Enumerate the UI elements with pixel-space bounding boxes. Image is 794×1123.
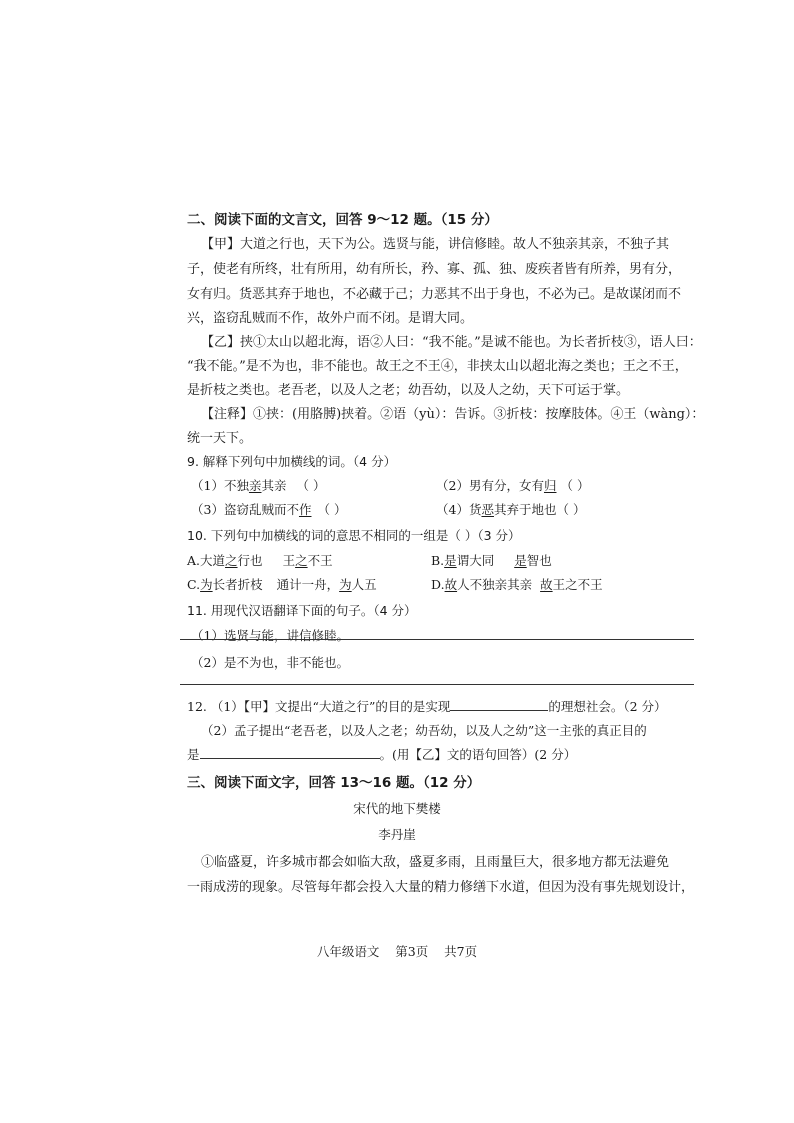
article-author: 李丹崖 (378, 827, 416, 842)
underlined-word: 恶 (481, 502, 494, 517)
fill-blank-2[interactable] (200, 746, 380, 759)
q10-option-c[interactable]: C.为长者折枝 通计一舟，为人五 (187, 577, 377, 592)
yi-line-3: 是折枝之类也。老吾老，以及人之老；幼吾幼，以及人之幼，天下可运于掌。 (187, 383, 630, 398)
jia-line-3: 女有归。货恶其弃于地也，不必藏于己；力恶其不出于身也，不必为己。是故谋闭而不 (187, 287, 682, 302)
underlined-word: 作 (298, 502, 312, 517)
notes-line-1: 【注释】①挟：(用胳膊)挟着。②语（yù）：告诉。③折枝：按摩肢体。④王（wàng）： (201, 407, 705, 422)
q11-sentence-2: （2）是不为也，非不能也。 (191, 655, 349, 670)
jia-line-2: 子，使老有所终，壮有所用，幼有所长，矜、寡、孤、独、废疾者皆有所养，男有分， (187, 262, 682, 277)
page-footer: 八年级语文 第3页 共7页 (316, 944, 478, 959)
q9-item-2: （2）男有分，女有归 （ ） (436, 478, 590, 493)
q10-option-b[interactable]: B.是谓大同 是智也 (431, 553, 552, 568)
underlined-word: 亲 (248, 478, 262, 493)
yi-line-2: “我不能。”是不为也，非不能也。故王之不王④，非挟太山以超北海之类也；王之不王， (187, 359, 688, 374)
article-p1-line-2: 一雨成涝的现象。尽管每年都会投入大量的精力修缮下水道，但因为没有事先规划设计， (187, 880, 695, 895)
answer-blank[interactable]: （ ） (556, 502, 586, 517)
q10-option-a[interactable]: A.大道之行也 王之不王 (187, 553, 333, 568)
jia-line-1: 【甲】大道之行也，天下为公。选贤与能，讲信修睦。故人不独亲其亲，不独子其 (201, 237, 670, 252)
article-p1-line-1: ①临盛夏，许多城市都会如临大敌，盛夏多雨，且雨量巨大，很多地方都无法避免 (201, 855, 670, 870)
answer-blank[interactable]: （ ） (296, 478, 326, 493)
jia-line-4: 兴，盗窃乱贼而不作，故外户而不闭。是谓大同。 (187, 311, 474, 326)
answer-line-1[interactable] (180, 639, 694, 640)
q9-stem: 9. 解释下列句中加横线的词。（4 分） (187, 454, 397, 469)
section2-heading: 二、阅读下面的文言文，回答 9～12 题。（15 分） (187, 212, 498, 228)
q12-part-1: 12. （1）【甲】文提出“大道之行”的目的是实现 的理想社会。（2 分） (187, 699, 667, 714)
answer-line-2[interactable] (180, 684, 694, 685)
answer-blank[interactable]: （ ） (317, 502, 347, 517)
q10-stem: 10. 下列句中加横线的词的意思不相同的一组是（ ）（3 分） (187, 528, 521, 543)
q9-item-4: （4）货恶其弃于地也（ ） (436, 502, 586, 517)
answer-blank[interactable]: （ ） (560, 478, 590, 493)
fill-blank-1[interactable] (450, 698, 548, 711)
q11-sentence-1: （1）选贤与能，讲信修睦。 (191, 628, 349, 643)
section3-heading: 三、阅读下面文字，回答 13～16 题。（12 分） (187, 775, 481, 791)
q10-option-d[interactable]: D.故人不独亲其亲 故王之不王 (431, 577, 603, 592)
q12-part-2: （2）孟子提出“老吾老，以及人之老；幼吾幼，以及人之幼”这一主张的真正目的 (201, 723, 647, 738)
underlined-word: 归 (543, 478, 557, 493)
yi-line-1: 【乙】挟①太山以超北海，语②人曰：“我不能。”是诚不能也。为长者折枝③，语人曰： (201, 335, 702, 350)
article-title: 宋代的地下樊楼 (353, 801, 441, 816)
q9-item-3: （3）盗窃乱贼而不作 （ ） (191, 502, 347, 517)
notes-line-2: 统一天下。 (187, 431, 253, 446)
q11-stem: 11. 用现代汉语翻译下面的句子。（4 分） (187, 603, 417, 618)
q9-item-1: （1）不独亲其亲 （ ） (191, 478, 326, 493)
q12-part-2-answer: 是 。(用【乙】文的语句回答）(2 分） (187, 747, 577, 762)
